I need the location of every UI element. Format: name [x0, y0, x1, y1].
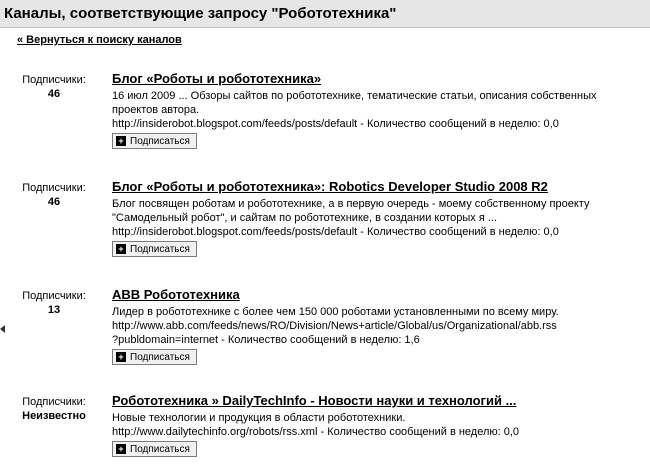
page-title: Каналы, соответствующие запросу "Робототехника" — [4, 5, 397, 22]
subscribers-count: Неизвестно — [22, 410, 86, 422]
subscribers-count: 13 — [47, 304, 61, 316]
result-description: 16 июл 2009 ... Обзоры сайтов по робототехнике, тематические статьи, описания собственных проектов автора. — [112, 90, 597, 116]
back-to-search-link[interactable]: « Вернуться к поиску каналов — [17, 34, 182, 46]
result-feed-info: http://www.dailytechinfo.org/robots/rss.xml - Количество сообщений в неделю: 0,0 — [112, 426, 520, 438]
plus-icon: + — [116, 444, 126, 454]
result-title-link[interactable]: Блог «Роботы и робототехника»: Robotics Developer Studio 2008 R2 — [112, 179, 548, 194]
result-feed-info: http://insiderobot.blogspot.com/feeds/posts/default - Количество сообщений в неделю: 0,0 — [112, 118, 559, 130]
result-title-link[interactable]: Робототехника » DailyTechInfo - Новости науки и технологий ... — [112, 393, 517, 408]
subscribers-label: Подписчики: — [22, 290, 86, 302]
result-description: Блог посвящен роботам и робототехнике, а в первую очередь - моему собственному проекту "Самодельный робот", и сайтам по робототехнике, в создании которых я ... — [112, 198, 590, 224]
plus-icon: + — [116, 352, 126, 362]
subscribers-block — [0, 73, 108, 101]
subscribers-label: Подписчики: — [22, 74, 86, 86]
subscribers-count: 46 — [47, 196, 61, 208]
subscribers-label: Подписчики: — [22, 396, 86, 408]
result-item — [0, 286, 650, 376]
result-description: Лидер в робототехнике с более чем 150 000 роботами установленными по всему миру. — [112, 306, 559, 318]
subscribe-button[interactable] — [112, 241, 197, 257]
subscribers-block — [0, 181, 108, 209]
page-header — [0, 0, 650, 28]
subscribers-block — [0, 289, 108, 317]
result-item — [0, 70, 650, 160]
subscribers-block — [0, 395, 108, 423]
subscribe-label: Подписаться — [130, 135, 190, 147]
plus-icon: + — [116, 136, 126, 146]
result-description: Новые технологии и продукция в области робототехники. — [112, 412, 406, 424]
plus-icon: + — [116, 244, 126, 254]
subscribe-label: Подписаться — [130, 351, 190, 363]
subscribe-label: Подписаться — [130, 243, 190, 255]
subscribe-button[interactable] — [112, 349, 197, 365]
subscribers-label: Подписчики: — [22, 182, 86, 194]
subscribers-count: 46 — [47, 88, 61, 100]
subscribe-label: Подписаться — [130, 443, 190, 455]
result-title-link[interactable]: Блог «Роботы и робототехника» — [112, 71, 322, 86]
result-item — [0, 392, 650, 467]
result-title-link[interactable]: ABB Робототехника — [112, 287, 240, 302]
result-feed-info-continued: ?publdomain=internet - Количество сообщений в неделю: 1,6 — [112, 334, 420, 346]
subscribe-button[interactable] — [112, 441, 197, 457]
result-item — [0, 178, 650, 268]
subscribe-button[interactable] — [112, 133, 197, 149]
result-feed-info: http://insiderobot.blogspot.com/feeds/posts/default - Количество сообщений в неделю: 0,0 — [112, 226, 559, 238]
result-feed-info: http://www.abb.com/feeds/news/RO/Division/News+article/Global/us/Organizational/abb.rss — [112, 320, 557, 332]
